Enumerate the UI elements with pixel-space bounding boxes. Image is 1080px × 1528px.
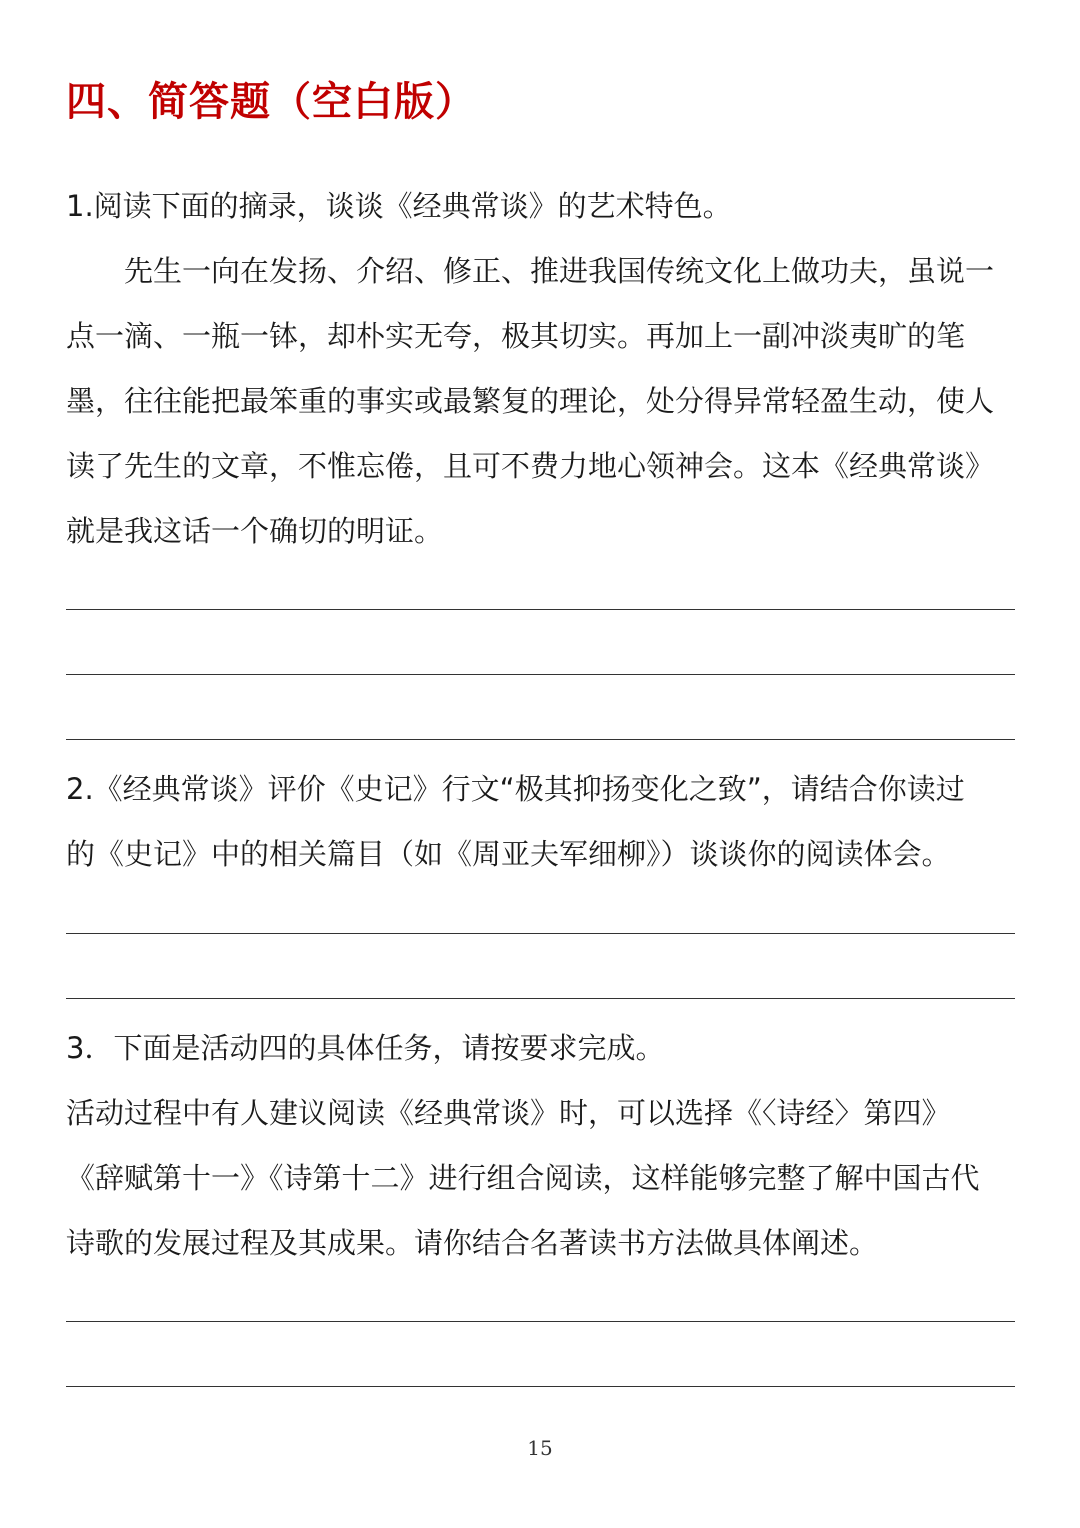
question-1-prompt: 1.阅读下面的摘录，谈谈《经典常谈》的艺术特色。	[66, 189, 732, 223]
answer-line[interactable]	[66, 609, 1015, 610]
answer-line[interactable]	[66, 1386, 1015, 1387]
question-1-passage-line: 墨，往往能把最笨重的事实或最繁复的理论，处分得异常轻盈生动，使人	[66, 384, 995, 418]
answer-line[interactable]	[66, 739, 1015, 740]
question-3-task-line: 诗歌的发展过程及其成果。请你结合名著读书方法做具体阐述。	[66, 1226, 879, 1260]
answer-line[interactable]	[66, 998, 1015, 999]
question-1-passage-line: 就是我这话一个确切的明证。	[66, 514, 444, 548]
answer-line[interactable]	[66, 933, 1015, 934]
question-2-prompt-line: 2.《经典常谈》评价《史记》行文“极其抑扬变化之致”，请结合你读过	[66, 772, 965, 806]
question-3-task-line: 活动过程中有人建议阅读《经典常谈》时，可以选择《〈诗经〉第四》	[66, 1096, 951, 1130]
answer-line[interactable]	[66, 674, 1015, 675]
question-1-passage-line: 先生一向在发扬、介绍、修正、推进我国传统文化上做功夫，虽说一	[124, 254, 995, 288]
page-number: 15	[527, 1436, 553, 1460]
section-title: 四、简答题（空白版）	[66, 79, 476, 125]
question-1-passage-line: 读了先生的文章，不惟忘倦，且可不费力地心领神会。这本《经典常谈》	[66, 449, 995, 483]
answer-line[interactable]	[66, 1321, 1015, 1322]
question-3-prompt: 3．下面是活动四的具体任务，请按要求完成。	[66, 1031, 665, 1065]
question-3-task-line: 《辞赋第十一》《诗第十二》进行组合阅读，这样能够完整了解中国古代	[66, 1161, 980, 1195]
question-1-passage-line: 点一滴、一瓶一钵，却朴实无夸，极其切实。再加上一副冲淡夷旷的笔	[66, 319, 966, 353]
question-2-prompt-line: 的《史记》中的相关篇目（如《周亚夫军细柳》）谈谈你的阅读体会。	[66, 837, 951, 871]
